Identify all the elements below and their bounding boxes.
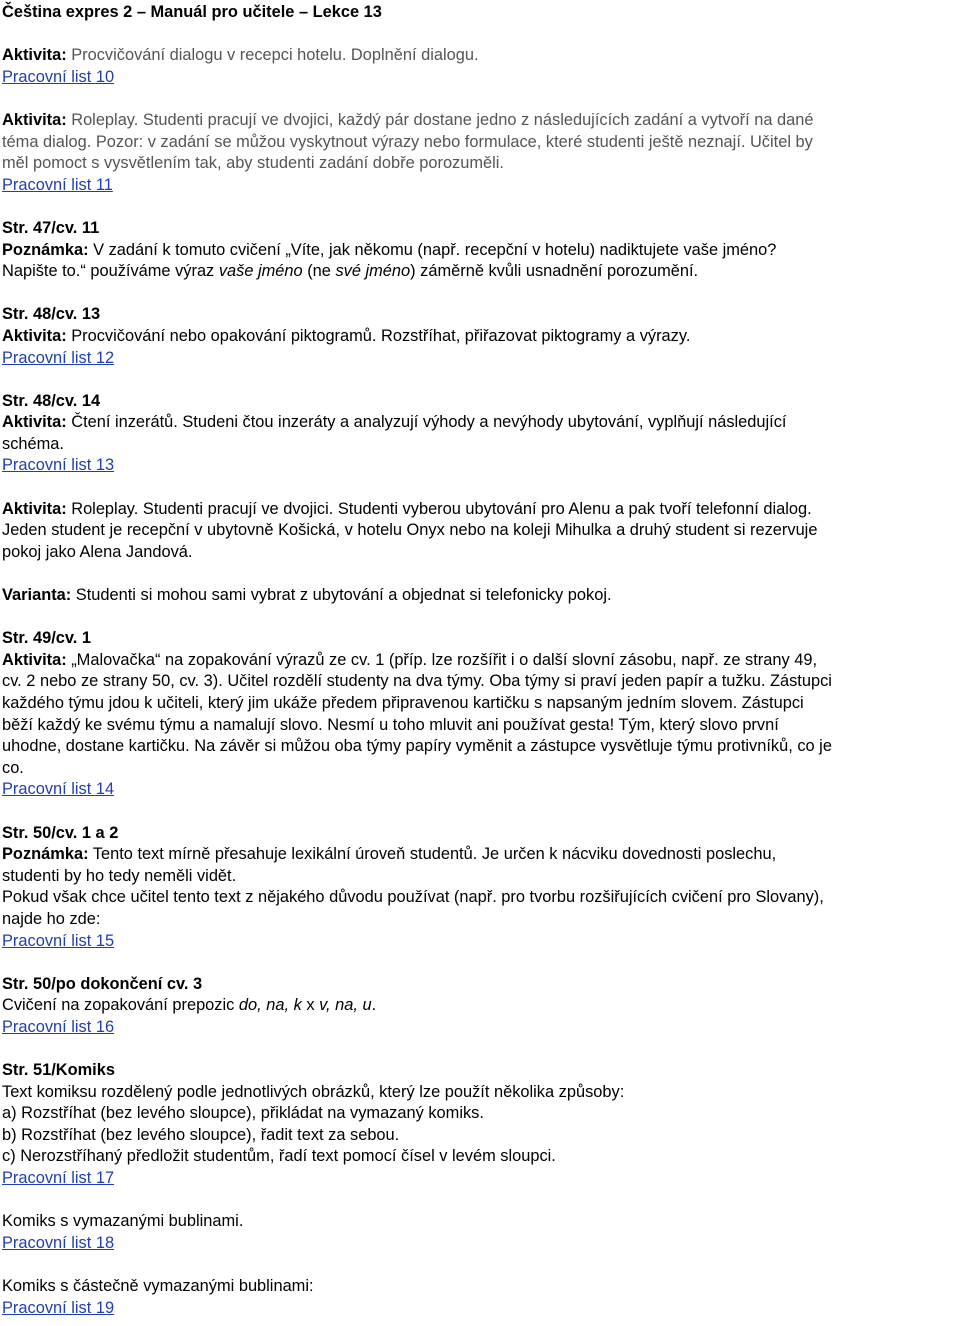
activity-text-line-5: uhodne, dostane kartičku. Na závěr si můžou oba týmy papíry vyměnit a zástupce vysvětluje týmu protivníků, co je	[2, 737, 832, 756]
note-text-line-1: V zadání k tomuto cvičení „Víte, jak někomu (např. recepční v hotelu) nadiktujete vaše jméno?	[88, 240, 777, 259]
exercise-text: Cvičení na zopakování prepozic	[2, 996, 239, 1015]
note-emphasis-vase-jmeno: vaše jméno	[218, 262, 303, 281]
activity-label: Aktivita:	[2, 650, 67, 669]
activity-label: Aktivita:	[2, 499, 67, 518]
section-heading: Str. 49/cv. 1	[2, 629, 91, 648]
worksheet-link-18[interactable]: Pracovní list 18	[2, 1233, 115, 1252]
note-text-line-4: najde ho zde:	[2, 909, 101, 928]
section-str-51-komiks	[2, 1060, 960, 1190]
worksheet-link-14[interactable]: Pracovní list 14	[2, 780, 115, 799]
variant-label: Varianta:	[2, 586, 72, 605]
worksheet-link-17[interactable]: Pracovní list 17	[2, 1169, 115, 1188]
activity-text-line-2: Jeden student je recepční v ubytovně Košická, v hotelu Onyx nebo na koleji Mihulka a druhý student si rezervuje	[2, 521, 818, 540]
note-text-line-3: Pokud však chce učitel tento text z nějakého důvodu používat (např. pro tvorbu rozšiřujících cvičení pro Slovany),	[2, 888, 824, 907]
section-str-47-cv-11	[2, 218, 960, 283]
note-label: Poznámka:	[2, 240, 89, 259]
activity-text: Procvičování nebo opakování piktogramů. Rozstříhat, přiřazovat piktogramy a výrazy.	[66, 326, 691, 345]
section-heading: Str. 48/cv. 13	[2, 305, 101, 324]
note-text-line-2: studenti by ho tedy neměli vidět.	[2, 866, 237, 885]
section-str-48-cv-14	[2, 391, 960, 477]
note-text-fragment: ) záměrně kvůli usnadnění porozumění.	[410, 262, 699, 281]
activity-text-line-2: schéma.	[2, 434, 64, 453]
activity-label: Aktivita:	[2, 413, 67, 432]
worksheet-link-11[interactable]: Pracovní list 11	[2, 175, 113, 194]
comic-option-a: a) Rozstříhat (bez levého sloupce), přikládat na vymazaný komiks.	[2, 1104, 484, 1123]
section-receptionist-dialogue	[2, 45, 960, 88]
section-roleplay-pairs	[2, 110, 960, 196]
section-comic-partial	[2, 1276, 960, 1319]
activity-text-line-1: Roleplay. Studenti pracují ve dvojici. Studenti vyberou ubytování pro Alenu a pak tvoří telefonní dialog.	[66, 499, 812, 518]
section-str-48-cv-13	[2, 304, 960, 369]
note-emphasis-sve-jmeno: své jméno	[335, 262, 411, 281]
exercise-text-fragment: x	[301, 996, 320, 1015]
activity-text-line-2: téma dialog. Pozor: v zadání se můžou vyskytnout výrazy nebo formulace, které studenti ještě neznají. Učitel by	[2, 132, 813, 151]
activity-text-line-3: měl pomoct s vysvětlením tak, aby studenti zadání dobře porozuměli.	[2, 154, 504, 173]
activity-text-line-4: běží každý ke svému týmu a namalují slovo. Nesmí u toho mluvit ani používat gesta! Tým, který slovo první	[2, 715, 779, 734]
activity-text-line-2: cv. 2 nebo ze strany 50, cv. 3). Učitel rozdělí studenty na dva týmy. Oba týmy si praví jeden papír a tužku. Zástupci	[2, 672, 832, 691]
comic-blank-text: Komiks s vymazanými bublinami.	[2, 1212, 244, 1231]
section-comic-blank	[2, 1211, 960, 1254]
activity-text-line-6: co.	[2, 758, 24, 777]
prepositions-set-2: v, na, u	[319, 996, 372, 1015]
section-variant	[2, 585, 960, 607]
worksheet-link-15[interactable]: Pracovní list 15	[2, 931, 115, 950]
comic-option-c: c) Nerozstříhaný předložit studentům, řadí text pomocí čísel v levém sloupci.	[2, 1147, 556, 1166]
comic-option-b: b) Rozstříhat (bez levého sloupce), řadit text za sebou.	[2, 1125, 400, 1144]
section-heading: Str. 47/cv. 11	[2, 218, 100, 237]
activity-text-line-1: Roleplay. Studenti pracují ve dvojici, každý pár dostane jedno z následujících zadání a vytvoří na dané	[66, 110, 814, 129]
exercise-text-fragment: .	[371, 996, 377, 1015]
worksheet-link-19[interactable]: Pracovní list 19	[2, 1298, 115, 1317]
note-text-line-2: Napište to.“ používáme výraz	[2, 262, 219, 281]
note-text-fragment: (ne	[302, 262, 336, 281]
section-heading: Str. 48/cv. 14	[2, 391, 101, 410]
comic-partial-text: Komiks s částečně vymazanými bublinami:	[2, 1277, 314, 1296]
activity-text-line-1: „Malovačka“ na zopakování výrazů ze cv. 1 (příp. lze rozšířit i o další slovní zásobu, např. ze strany 49,	[66, 650, 818, 669]
section-str-50-cv-1-a-2	[2, 823, 960, 953]
section-heading: Str. 50/cv. 1 a 2	[2, 823, 119, 842]
section-heading: Str. 50/po dokončení cv. 3	[2, 974, 203, 993]
comic-text-line-1: Text komiksu rozdělený podle jednotlivých obrázků, který lze použít několika způsoby:	[2, 1082, 625, 1101]
worksheet-link-12[interactable]: Pracovní list 12	[2, 348, 115, 367]
document-title: Čeština expres 2 – Manuál pro učitele – Lekce 13	[2, 3, 382, 21]
worksheet-link-13[interactable]: Pracovní list 13	[2, 456, 115, 475]
section-heading: Str. 51/Komiks	[2, 1061, 115, 1080]
section-str-50-po-dokonceni-cv-3	[2, 974, 960, 1039]
activity-label: Aktivita:	[2, 110, 67, 129]
worksheet-link-10[interactable]: Pracovní list 10	[2, 67, 115, 86]
prepositions-set-1: do, na, k	[238, 996, 302, 1015]
activity-label: Aktivita:	[2, 326, 67, 345]
activity-text-line-3: pokoj jako Alena Jandová.	[2, 542, 193, 561]
activity-label: Aktivita:	[2, 46, 67, 65]
worksheet-link-16[interactable]: Pracovní list 16	[2, 1017, 115, 1036]
variant-text: Studenti si mohou sami vybrat z ubytování a objednat si telefonicky pokoj.	[71, 586, 612, 605]
section-roleplay-accommodation	[2, 499, 960, 564]
note-text-line-1: Tento text mírně přesahuje lexikální úroveň studentů. Je určen k nácviku dovednosti poslechu,	[88, 845, 777, 864]
note-label: Poznámka:	[2, 845, 89, 864]
activity-text: Procvičování dialogu v recepci hotelu. Doplnění dialogu.	[66, 46, 479, 65]
activity-text-line-1: Čtení inzerátů. Studeni čtou inzeráty a analyzují výhody a nevýhody ubytování, vyplňují následující	[66, 413, 787, 432]
activity-text-line-3: každého týmu jdou k učiteli, který jim ukáže předem připravenou kartičku s napsaným jedním slovem. Zástupci	[2, 694, 804, 712]
section-str-49-cv-1	[2, 628, 960, 801]
